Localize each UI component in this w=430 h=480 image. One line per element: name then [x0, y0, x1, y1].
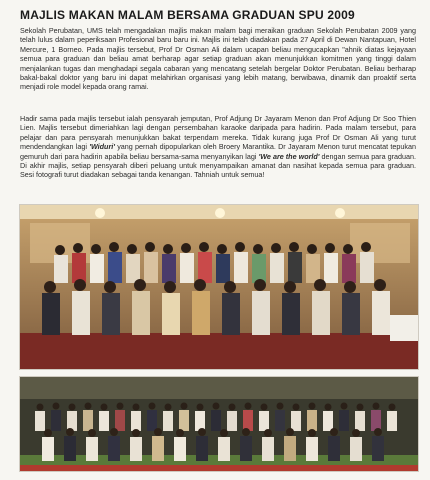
paragraph-2-text-a: Hadir sama pada majlis tersebut ialah pensyarah jemputan, Prof Adjung Dr Jayaram Menon dan Prof Adjung Dr Soo Thien Lien. Majlis tersebut dimeriahkan lagi dengan persembahan karaoke daripada para hadirin. Pada malam tersebut, para pelajar dan para pensyarah menunjukkan bakat terpendam mereka. Tidak kurang juga Prof Dr Osman Ali yang turut mendendangkan lagi — [20, 114, 416, 152]
paragraph-2-text-b: yang pernah dipopularkan oleh Broery Marantika. Dr Jayaram Menon turut mencatat tepukan gemuruh dari para hadirin apabila beliau bersama-sama menyanyikan lagi — [20, 142, 416, 161]
group-photo-wide-image — [20, 377, 418, 471]
group-photo-wide — [19, 376, 419, 472]
song-title-widuri: 'Widuri' — [89, 142, 115, 152]
song-title-we-are-the-world: 'We are the world' — [258, 151, 320, 161]
article-paragraph-2 — [20, 114, 416, 180]
group-photo-ballroom — [19, 204, 419, 370]
paragraph-2-text-c: dengan semua para graduan. Di akhir majlis, setiap pensyarah diberi peluang untuk menyampaikan amanat dan nasihat kepada semua para graduan. Sesi fotografi turut diadakan sebagai tanda kenangan. Tahniah untuk semua! — [20, 151, 416, 180]
article-paragraph-1: Sekolah Perubatan, UMS telah mengadakan majlis makan malam bagi meraikan graduan Sekolah Perubatan 2009 yang telah lulus dalam peperiksaan Profesional baru baru ini. Majlis ini telah diadakan pada 27 April di Dewan Nantapuan, Hotel Mercure, 1 Borneo. Pada majlis tersebut, Prof Dr Osman Ali dalam ucapan beliau mengucapkan "ahnik diatas kejayaan semua para graduan dan beliau amat berharap agar setiap graduan akan menunjukkan komitmen yang tinggi dalam menjalankan tugas dan menghadapi segala cabaran yang mencatang setelah bergelar Doktor Perubatan. Beliau berharap bakal-bakal doktor yang baru ini dapat melahirkan organisasi yang lebih matang, berwibawa, dinamik dan proaktif serta menjadi role model kepada orang ramai. — [20, 26, 416, 92]
group-photo-ballroom-image — [20, 205, 418, 369]
article-title: MAJLIS MAKAN MALAM BERSAMA GRADUAN SPU 2009 — [20, 8, 355, 22]
